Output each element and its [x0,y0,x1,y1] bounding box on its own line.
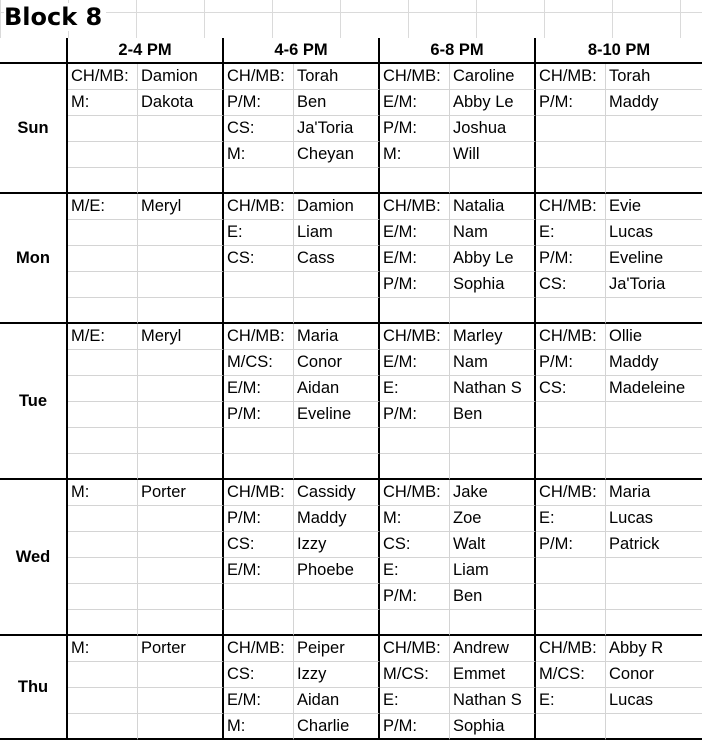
name-cell[interactable]: Liam [294,220,380,246]
time-slot-header[interactable]: 8-10 PM [536,38,702,64]
name-cell[interactable]: Torah [294,64,380,90]
name-cell[interactable]: Nathan S [450,688,536,714]
role-cell[interactable]: M/E: [68,324,138,350]
role-cell[interactable]: CH/MB: [380,636,450,662]
role-cell[interactable]: P/M: [380,402,450,428]
name-cell[interactable]: Lucas [606,506,702,532]
name-cell[interactable]: Cass [294,246,380,272]
name-cell[interactable]: Nam [450,350,536,376]
name-cell[interactable] [138,688,224,714]
role-cell[interactable] [68,558,138,584]
time-slot-header[interactable]: 6-8 PM [380,38,536,64]
name-cell[interactable] [606,402,702,428]
name-cell[interactable]: Will [450,142,536,168]
role-cell[interactable] [536,558,606,584]
name-cell[interactable] [450,454,536,480]
time-slot-header[interactable]: 4-6 PM [224,38,380,64]
name-cell[interactable] [138,532,224,558]
day-label[interactable]: Sun [0,64,68,194]
name-cell[interactable]: Aidan [294,688,380,714]
role-cell[interactable]: P/M: [536,350,606,376]
role-cell[interactable] [536,454,606,480]
name-cell[interactable]: Aidan [294,376,380,402]
role-cell[interactable] [224,428,294,454]
role-cell[interactable] [68,610,138,636]
role-cell[interactable] [68,116,138,142]
role-cell[interactable] [68,220,138,246]
role-cell[interactable] [536,610,606,636]
role-cell[interactable]: P/M: [380,714,450,740]
name-cell[interactable]: Andrew [450,636,536,662]
role-cell[interactable]: CS: [536,272,606,298]
role-cell[interactable] [68,272,138,298]
role-cell[interactable] [68,402,138,428]
role-cell[interactable]: E: [224,220,294,246]
name-cell[interactable]: Damion [294,194,380,220]
role-cell[interactable]: P/M: [536,532,606,558]
name-cell[interactable]: Porter [138,636,224,662]
role-cell[interactable]: CH/MB: [536,194,606,220]
role-cell[interactable]: CS: [380,532,450,558]
role-cell[interactable]: E/M: [224,558,294,584]
name-cell[interactable] [138,220,224,246]
name-cell[interactable]: Porter [138,480,224,506]
name-cell[interactable]: Emmet [450,662,536,688]
role-cell[interactable]: M: [68,90,138,116]
role-cell[interactable]: CH/MB: [224,64,294,90]
name-cell[interactable]: Patrick [606,532,702,558]
name-cell[interactable] [606,454,702,480]
day-label[interactable]: Wed [0,480,68,636]
name-cell[interactable]: Izzy [294,532,380,558]
name-cell[interactable] [450,428,536,454]
role-cell[interactable]: M: [68,636,138,662]
role-cell[interactable] [536,142,606,168]
role-cell[interactable]: CS: [224,116,294,142]
role-cell[interactable] [536,168,606,194]
role-cell[interactable]: M/CS: [224,350,294,376]
role-cell[interactable]: P/M: [536,246,606,272]
name-cell[interactable]: Jake [450,480,536,506]
role-cell[interactable]: CS: [224,532,294,558]
name-cell[interactable]: Damion [138,64,224,90]
role-cell[interactable]: E: [380,558,450,584]
day-label[interactable]: Thu [0,636,68,740]
header-corner [0,38,68,64]
role-cell[interactable] [68,584,138,610]
name-cell[interactable]: Ben [294,90,380,116]
name-cell[interactable] [450,168,536,194]
role-cell[interactable] [68,506,138,532]
role-cell[interactable]: M: [224,142,294,168]
role-cell[interactable]: CH/MB: [536,324,606,350]
role-cell[interactable] [224,272,294,298]
name-cell[interactable]: Meryl [138,194,224,220]
schedule-grid [0,38,702,740]
role-cell[interactable] [224,454,294,480]
name-cell[interactable] [138,298,224,324]
name-cell[interactable] [294,454,380,480]
role-cell[interactable]: CH/MB: [224,480,294,506]
role-cell[interactable] [68,454,138,480]
name-cell[interactable] [294,610,380,636]
name-cell[interactable]: Phoebe [294,558,380,584]
role-cell[interactable]: E: [380,688,450,714]
name-cell[interactable]: Cassidy [294,480,380,506]
name-cell[interactable]: Conor [294,350,380,376]
role-cell[interactable]: P/M: [224,506,294,532]
role-cell[interactable] [68,662,138,688]
name-cell[interactable]: Izzy [294,662,380,688]
name-cell[interactable] [294,584,380,610]
role-cell[interactable] [224,298,294,324]
role-cell[interactable]: CH/MB: [68,64,138,90]
name-cell[interactable] [450,298,536,324]
name-cell[interactable]: Ben [450,584,536,610]
name-cell[interactable]: Abby R [606,636,702,662]
name-cell[interactable] [138,428,224,454]
name-cell[interactable]: Sophia [450,272,536,298]
role-cell[interactable] [68,688,138,714]
name-cell[interactable] [138,272,224,298]
role-cell[interactable] [68,428,138,454]
role-cell[interactable] [68,246,138,272]
role-cell[interactable] [68,298,138,324]
role-cell[interactable]: M: [380,506,450,532]
name-cell[interactable]: Peiper [294,636,380,662]
name-cell[interactable] [606,584,702,610]
name-cell[interactable] [138,558,224,584]
role-cell[interactable] [380,298,450,324]
role-cell[interactable] [224,584,294,610]
role-cell[interactable]: P/M: [380,116,450,142]
name-cell[interactable]: Cheyan [294,142,380,168]
name-cell[interactable] [606,714,702,740]
role-cell[interactable]: CH/MB: [536,64,606,90]
role-cell[interactable]: CS: [224,246,294,272]
role-cell[interactable] [380,428,450,454]
name-cell[interactable]: Ja'Toria [294,116,380,142]
role-cell[interactable] [536,298,606,324]
role-cell[interactable]: M/CS: [536,662,606,688]
name-cell[interactable]: Nam [450,220,536,246]
role-cell[interactable]: M: [380,142,450,168]
role-cell[interactable]: CS: [224,662,294,688]
name-cell[interactable]: Lucas [606,688,702,714]
name-cell[interactable]: Maddy [606,350,702,376]
name-cell[interactable] [138,168,224,194]
role-cell[interactable]: P/M: [224,90,294,116]
role-cell[interactable]: P/M: [380,584,450,610]
name-cell[interactable] [294,272,380,298]
name-cell[interactable]: Ja'Toria [606,272,702,298]
name-cell[interactable]: Walt [450,532,536,558]
role-cell[interactable] [380,168,450,194]
role-cell[interactable]: CH/MB: [536,636,606,662]
name-cell[interactable]: Nathan S [450,376,536,402]
role-cell[interactable]: E/M: [380,350,450,376]
name-cell[interactable]: Zoe [450,506,536,532]
name-cell[interactable] [606,142,702,168]
name-cell[interactable]: Caroline [450,64,536,90]
role-cell[interactable]: E/M: [224,376,294,402]
name-cell[interactable] [606,168,702,194]
role-cell[interactable]: E: [536,506,606,532]
name-cell[interactable] [294,298,380,324]
day-label[interactable]: Tue [0,324,68,480]
name-cell[interactable] [606,116,702,142]
name-cell[interactable]: Marley [450,324,536,350]
day-label[interactable]: Mon [0,194,68,324]
name-cell[interactable] [138,506,224,532]
time-slot-header[interactable]: 2-4 PM [68,38,224,64]
role-cell[interactable]: M: [224,714,294,740]
role-cell[interactable]: P/M: [536,90,606,116]
role-cell[interactable] [68,350,138,376]
role-cell[interactable]: CS: [536,376,606,402]
name-cell[interactable] [138,116,224,142]
role-cell[interactable]: CH/MB: [224,324,294,350]
role-cell[interactable]: E/M: [380,90,450,116]
role-cell[interactable]: CH/MB: [380,480,450,506]
name-cell[interactable]: Conor [606,662,702,688]
name-cell[interactable] [294,428,380,454]
role-cell[interactable]: E: [536,688,606,714]
role-cell[interactable] [536,714,606,740]
role-cell[interactable] [68,168,138,194]
role-cell[interactable]: CH/MB: [536,480,606,506]
name-cell[interactable]: Meryl [138,324,224,350]
name-cell[interactable]: Natalia [450,194,536,220]
name-cell[interactable] [138,714,224,740]
role-cell[interactable] [224,610,294,636]
name-cell[interactable]: Eveline [294,402,380,428]
name-cell[interactable] [606,558,702,584]
name-cell[interactable]: Evie [606,194,702,220]
name-cell[interactable] [138,246,224,272]
name-cell[interactable] [138,376,224,402]
name-cell[interactable] [138,662,224,688]
role-cell[interactable] [536,428,606,454]
name-cell[interactable]: Abby Le [450,246,536,272]
role-cell[interactable]: E/M: [380,220,450,246]
name-cell[interactable] [294,168,380,194]
name-cell[interactable]: Sophia [450,714,536,740]
role-cell[interactable]: CH/MB: [224,194,294,220]
role-cell[interactable]: CH/MB: [224,636,294,662]
name-cell[interactable] [138,142,224,168]
name-cell[interactable]: Ben [450,402,536,428]
role-cell[interactable] [536,402,606,428]
role-cell[interactable] [536,116,606,142]
name-cell[interactable]: Maddy [294,506,380,532]
role-cell[interactable] [380,454,450,480]
sheet-title: Block 8 [4,3,106,31]
role-cell[interactable]: CH/MB: [380,64,450,90]
role-cell[interactable]: M: [68,480,138,506]
role-cell[interactable]: CH/MB: [380,194,450,220]
role-cell[interactable]: CH/MB: [380,324,450,350]
name-cell[interactable] [450,610,536,636]
name-cell[interactable] [138,350,224,376]
name-cell[interactable]: Abby Le [450,90,536,116]
name-cell[interactable]: Torah [606,64,702,90]
role-cell[interactable] [68,714,138,740]
role-cell[interactable] [68,532,138,558]
name-cell[interactable]: Charlie [294,714,380,740]
name-cell[interactable] [138,402,224,428]
name-cell[interactable]: Ollie [606,324,702,350]
role-cell[interactable] [536,584,606,610]
role-cell[interactable] [68,376,138,402]
role-cell[interactable]: P/M: [224,402,294,428]
role-cell[interactable]: P/M: [380,272,450,298]
name-cell[interactable]: Maria [294,324,380,350]
name-cell[interactable]: Eveline [606,246,702,272]
role-cell[interactable]: E/M: [380,246,450,272]
role-cell[interactable]: E: [380,376,450,402]
name-cell[interactable] [606,298,702,324]
role-cell[interactable] [68,142,138,168]
name-cell[interactable]: Maria [606,480,702,506]
name-cell[interactable] [138,584,224,610]
role-cell[interactable] [380,610,450,636]
name-cell[interactable]: Madeleine [606,376,702,402]
role-cell[interactable] [224,168,294,194]
name-cell[interactable]: Liam [450,558,536,584]
name-cell[interactable] [606,610,702,636]
role-cell[interactable]: E/M: [224,688,294,714]
role-cell[interactable]: M/E: [68,194,138,220]
name-cell[interactable]: Joshua [450,116,536,142]
name-cell[interactable]: Dakota [138,90,224,116]
name-cell[interactable] [138,610,224,636]
name-cell[interactable] [606,428,702,454]
name-cell[interactable]: Lucas [606,220,702,246]
name-cell[interactable] [138,454,224,480]
name-cell[interactable]: Maddy [606,90,702,116]
role-cell[interactable]: E: [536,220,606,246]
role-cell[interactable]: M/CS: [380,662,450,688]
